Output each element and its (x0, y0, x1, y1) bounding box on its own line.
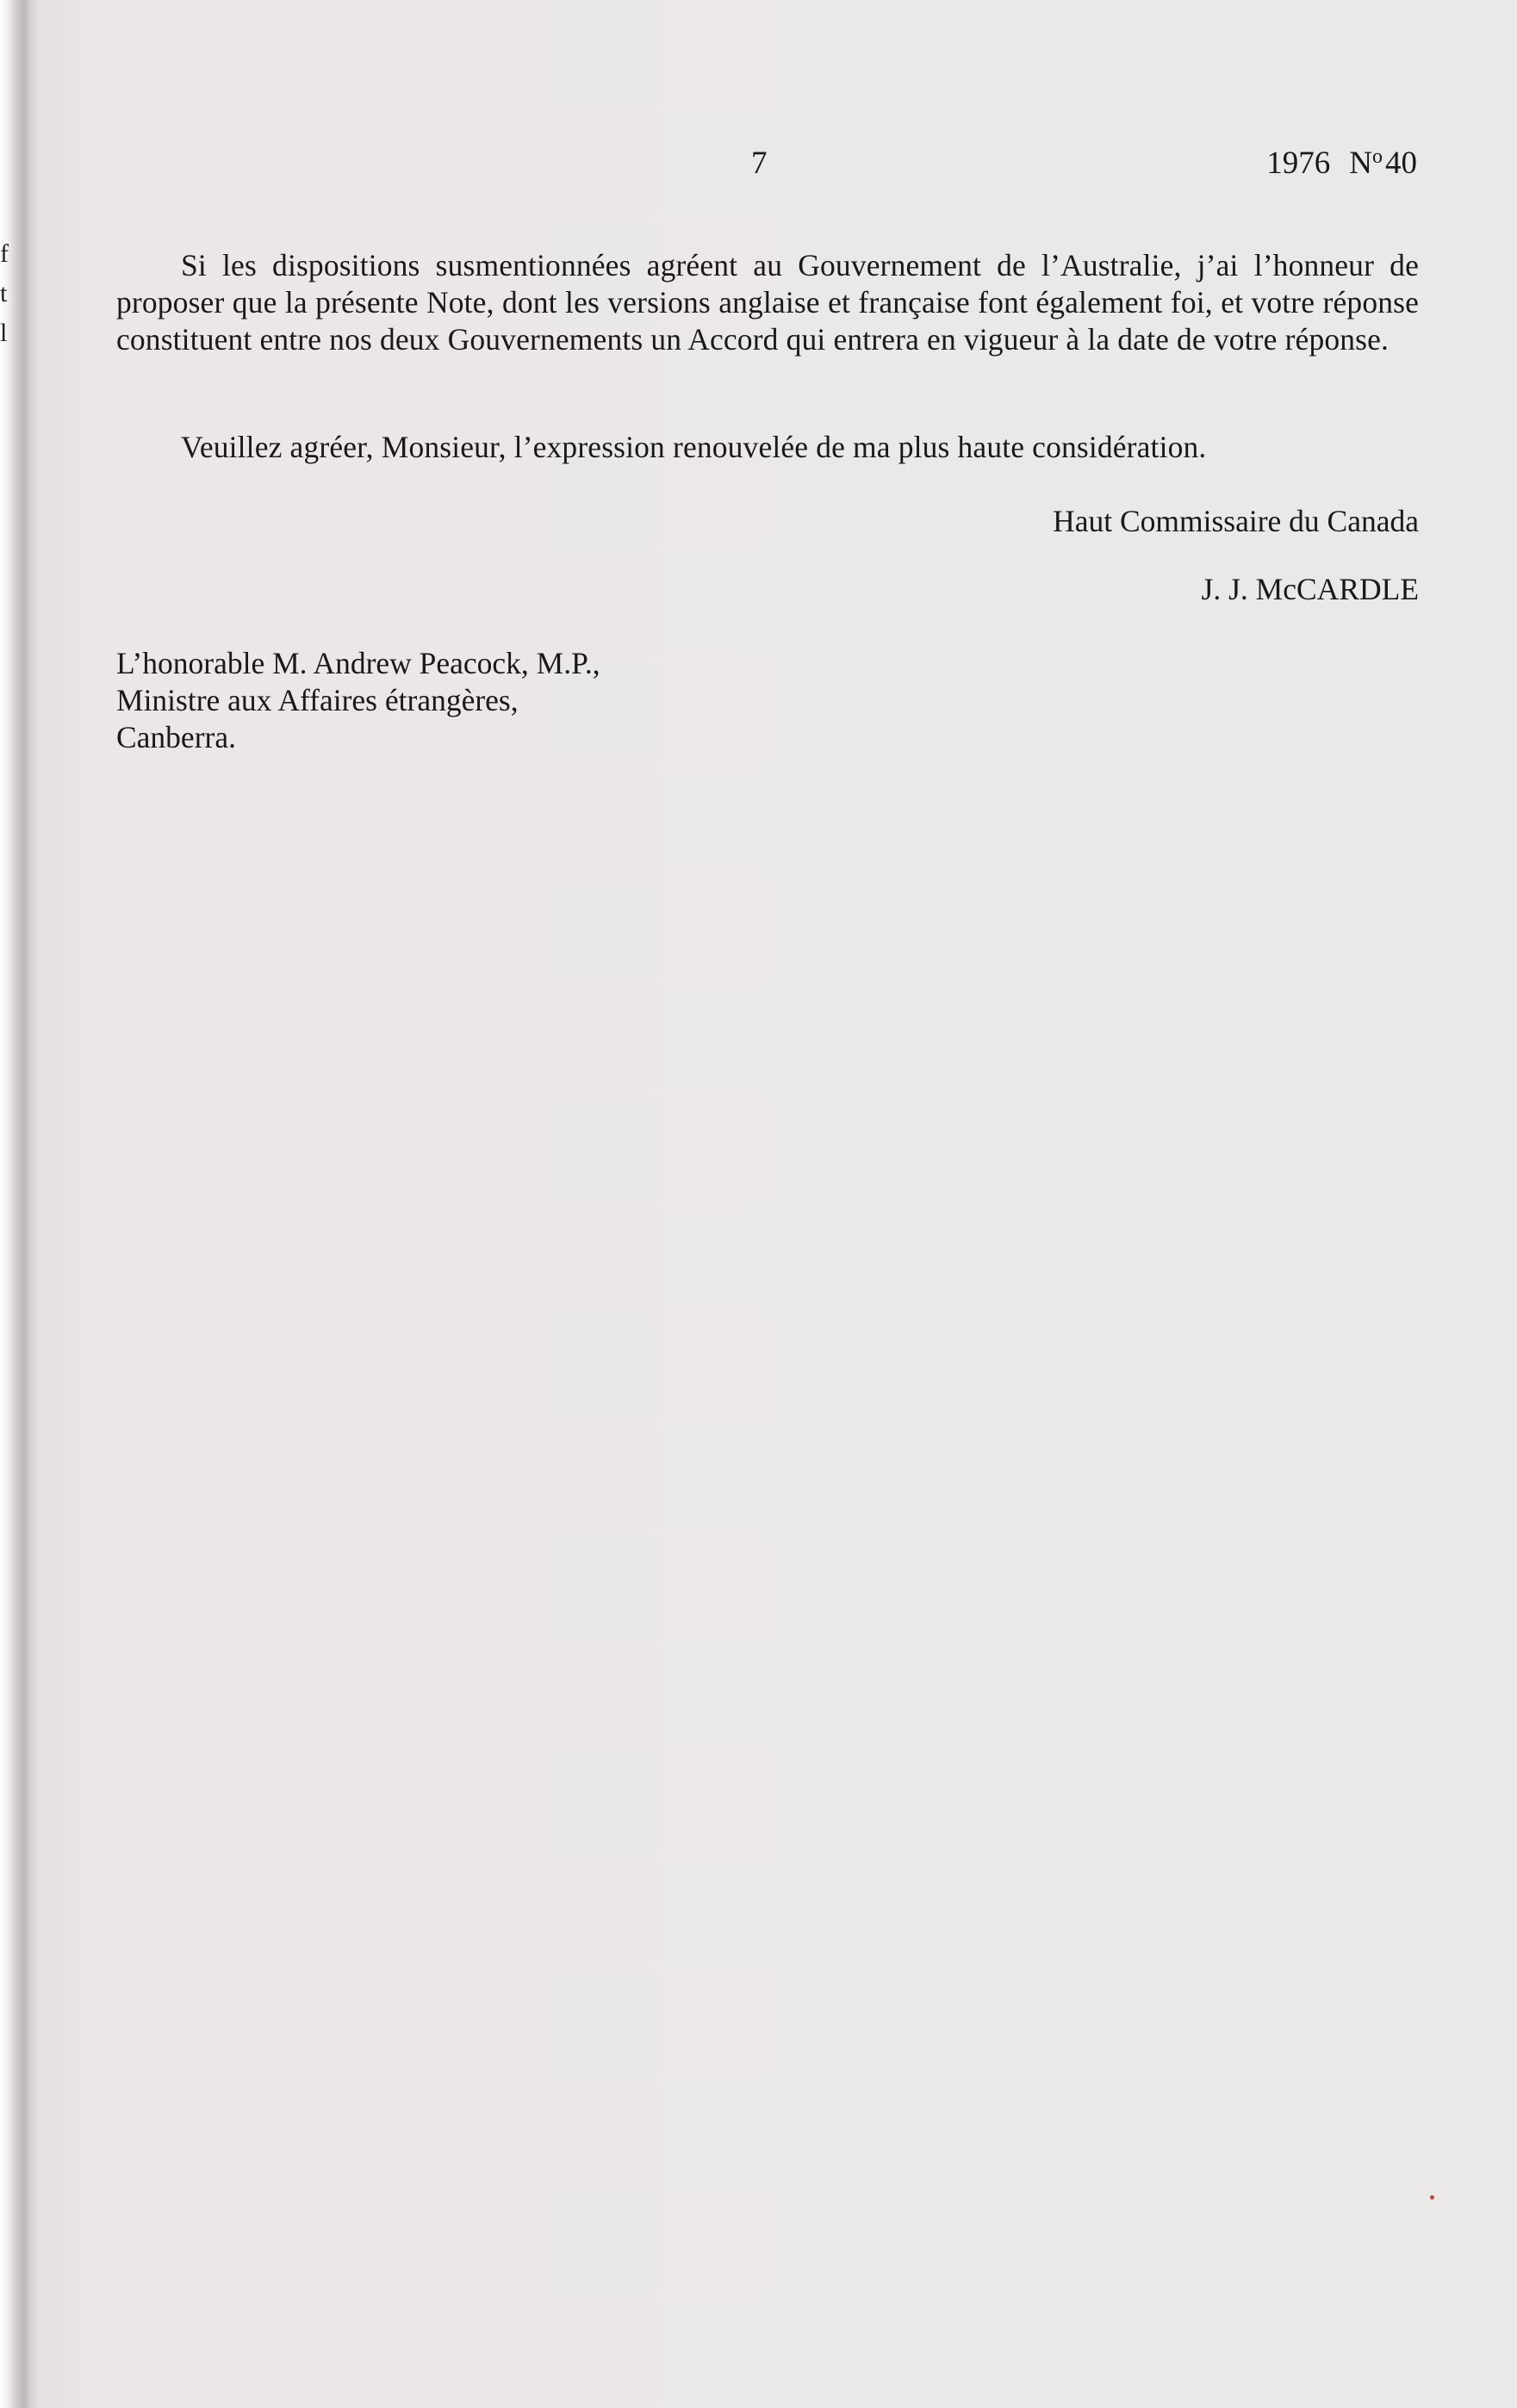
signatory-title: Haut Commissaire du Canada (1053, 504, 1419, 538)
treaty-year: 1976 (1266, 146, 1331, 181)
binding-gutter (0, 0, 38, 2408)
treaty-number-label (1349, 146, 1417, 181)
paper-speck (1430, 2195, 1434, 2200)
body-paragraph-proposal: Si les dispositions susmentionnées agréent au Gouvernement de l’Australie, j’ai l’honneur de proposer que la présente Note, dont les versions anglaise et française font également foi, et votre réponse constituent entre nos deux Gouvernements un Accord qui entrera en vigueur à la date de votre réponse. (116, 248, 1419, 357)
signatory-name: J. J. McCARDLE (1201, 572, 1419, 606)
gutter-letter: f (0, 239, 9, 268)
number-suffix: o (1372, 146, 1383, 168)
addressee-office: Ministre aux Affaires étrangères, (116, 683, 519, 717)
addressee-block (116, 645, 600, 756)
number-prefix: N (1349, 146, 1372, 181)
page-number: 7 (751, 146, 768, 181)
gutter-letter: t (0, 279, 8, 307)
gutter-letter: l (0, 319, 8, 347)
gutter-letters (0, 234, 14, 353)
treaty-reference (1266, 145, 1417, 182)
body-paragraph-closing: Veuillez agréer, Monsieur, l’expression renouvelée de ma plus haute considération. (181, 430, 1207, 464)
addressee-city: Canberra. (116, 720, 236, 754)
show-through-texture (103, 362, 1396, 1223)
addressee-name: L’honorable M. Andrew Peacock, M.P., (116, 646, 600, 680)
treaty-number: 40 (1385, 146, 1417, 181)
